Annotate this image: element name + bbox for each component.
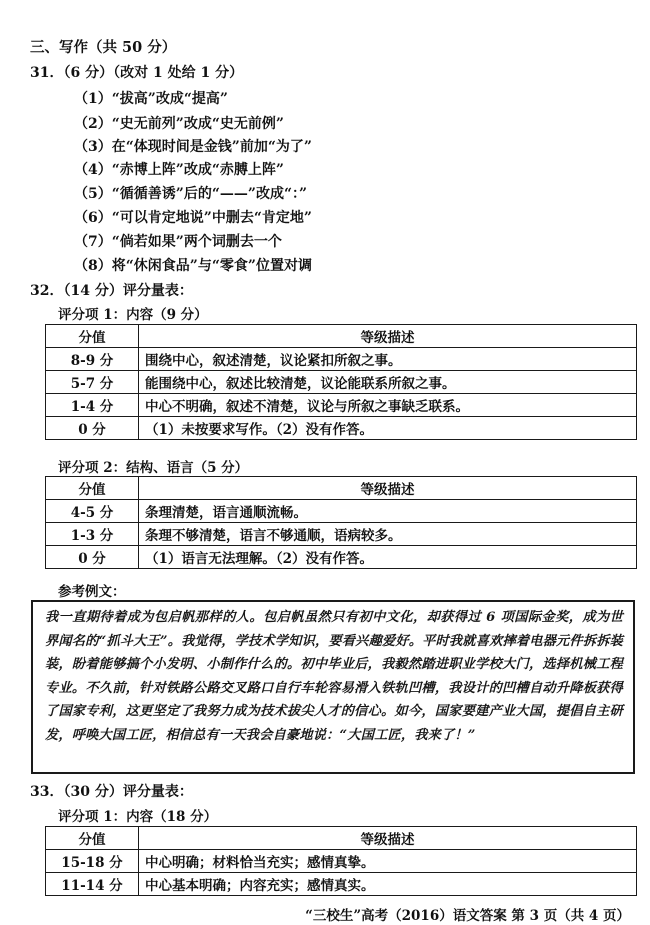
q31-item-6: （6）“可以肯定地说”中删去“肯定地” (74, 210, 312, 226)
section-title: 三、写作（共 50 分） (30, 39, 177, 56)
q32-rubric-2-table (45, 476, 637, 569)
q33-rubric-1-title: 评分项 1：内容（18 分） (58, 809, 218, 825)
q32-rubric-1-title: 评分项 1：内容（9 分） (58, 307, 208, 323)
score-cell: 5-7 分 (46, 371, 139, 394)
page-footer: “三校生”高考（2016）语文答案 第 3 页（共 4 页） (305, 908, 630, 924)
score-cell: 4-5 分 (46, 500, 139, 523)
score-cell: 1-3 分 (46, 523, 139, 546)
header-score: 分值 (46, 477, 139, 500)
sample-essay-text: 我一直期待着成为包启帆那样的人。包启帆虽然只有初中文化，却获得过 6 项国际金奖，成为世界闻名的“抓斗大王”。我觉得，学技术学知识，要看兴趣爱好。平时我就喜欢摔着电器元件拆拆装装，盼着能够搞个小发明、小制作什么的。初中毕业后，我毅然踏进职业学校大门，选择机械工程专业。不久前，针对铁路公路交叉路口自行车轮容易滑入铁轨凹槽，我设计的凹槽自动升降板获得了国家专利，这更坚定了我努力成为技术拔尖人才的信心。如今，国家要建产业大国，提倡自主研发，呼唤大国工匠，相信总有一天我会自豪地说：“大国工匠，我来了！” (45, 610, 623, 743)
desc-cell: 条理清楚，语言通顺流畅。 (139, 500, 637, 523)
desc-cell: （1）语言无法理解。（2）没有作答。 (139, 546, 637, 569)
score-cell: 0 分 (46, 417, 139, 440)
table-header-row (46, 827, 637, 850)
score-cell: 0 分 (46, 546, 139, 569)
desc-cell: 中心不明确，叙述不清楚，议论与所叙之事缺乏联系。 (139, 394, 637, 417)
q31-item-5: （5）“循循善诱”后的“——”改成“：” (74, 186, 308, 202)
table-row (46, 546, 637, 569)
table-header-row (46, 477, 637, 500)
q31-item-2: （2）“史无前列”改成“史无前例” (74, 116, 284, 132)
header-score: 分值 (46, 827, 139, 850)
table-row (46, 394, 637, 417)
q32-rubric-2-title: 评分项 2：结构、语言（5 分） (58, 460, 249, 476)
table-row (46, 417, 637, 440)
q31-item-1: （1）“拔高”改成“提高” (74, 91, 228, 107)
table-row (46, 850, 637, 873)
header-score: 分值 (46, 325, 139, 348)
score-cell: 11-14 分 (46, 873, 139, 896)
q31-heading: 31．（6 分）（改对 1 处给 1 分） (30, 65, 244, 81)
sample-essay-title: 参考例文： (58, 584, 126, 600)
q31-item-8: （8）将“休闲食品”与“零食”位置对调 (74, 258, 312, 274)
q31-item-4: （4）“赤博上阵”改成“赤膊上阵” (74, 162, 284, 178)
table-row (46, 371, 637, 394)
table-row (46, 523, 637, 546)
table-row (46, 348, 637, 371)
sample-essay-box (31, 600, 635, 774)
table-header-row (46, 325, 637, 348)
header-desc: 等级描述 (139, 827, 637, 850)
desc-cell: （1）未按要求写作。（2）没有作答。 (139, 417, 637, 440)
header-desc: 等级描述 (139, 325, 637, 348)
table-row (46, 500, 637, 523)
score-cell: 8-9 分 (46, 348, 139, 371)
desc-cell: 能围绕中心，叙述比较清楚，议论能联系所叙之事。 (139, 371, 637, 394)
score-cell: 1-4 分 (46, 394, 139, 417)
desc-cell: 中心明确；材料恰当充实；感情真挚。 (139, 850, 637, 873)
q33-heading: 33．（30 分）评分量表： (30, 784, 193, 800)
desc-cell: 中心基本明确；内容充实；感情真实。 (139, 873, 637, 896)
score-cell: 15-18 分 (46, 850, 139, 873)
desc-cell: 条理不够清楚，语言不够通顺，语病较多。 (139, 523, 637, 546)
header-desc: 等级描述 (139, 477, 637, 500)
q32-rubric-1-table (45, 324, 637, 440)
q33-rubric-1-table (45, 826, 637, 896)
q31-item-7: （7）“倘若如果”两个词删去一个 (74, 234, 282, 250)
q32-heading: 32．（14 分）评分量表： (30, 283, 193, 299)
desc-cell: 围绕中心，叙述清楚，议论紧扣所叙之事。 (139, 348, 637, 371)
q31-item-3: （3）在“体现时间是金钱”前加“为了” (74, 139, 312, 155)
table-row (46, 873, 637, 896)
